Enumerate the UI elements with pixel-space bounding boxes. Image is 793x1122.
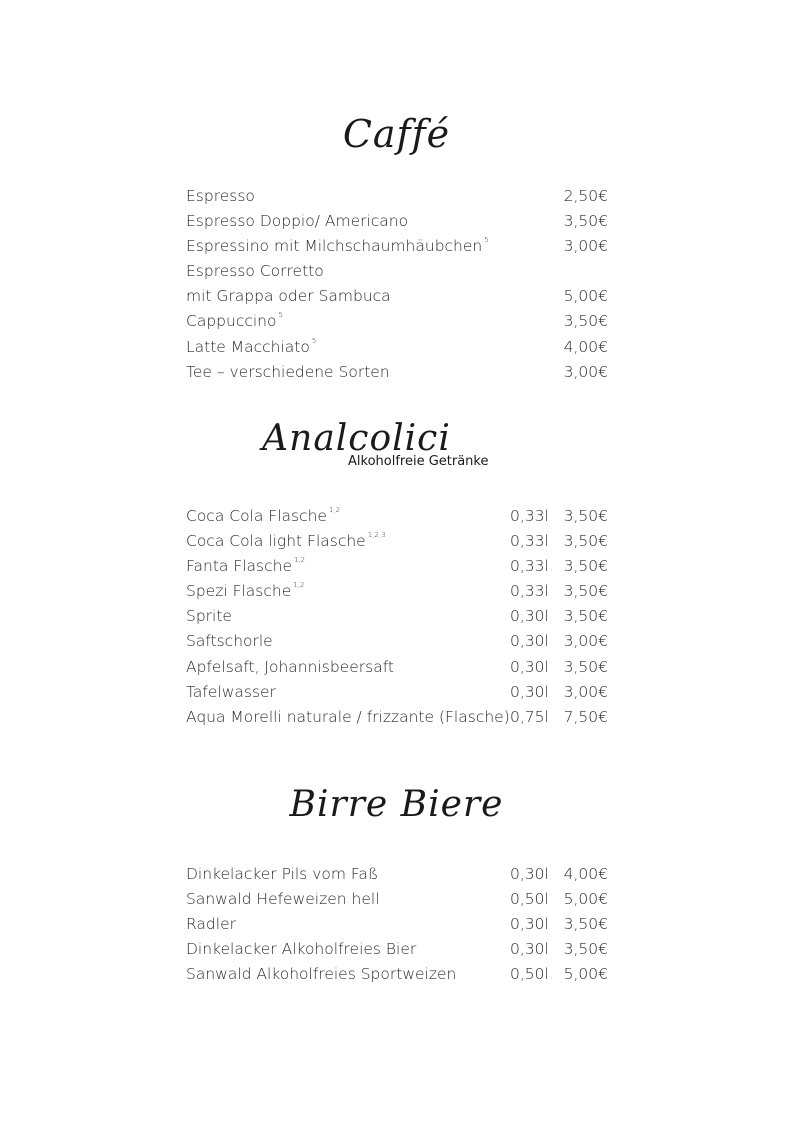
caffe-list: [186, 184, 608, 385]
item-price: 2,50€: [563, 187, 608, 205]
item-name-text: Apfelsaft, Johannisbeersaft: [186, 657, 394, 676]
menu-item: [186, 184, 608, 209]
menu-item: [186, 284, 608, 309]
item-name: [186, 680, 276, 705]
item-name-text: mit Grappa oder Sambuca: [186, 287, 391, 306]
item-volume: 0,30l: [510, 915, 549, 934]
menu-item: [186, 887, 608, 912]
item-name: [186, 604, 232, 629]
item-name: [186, 209, 408, 234]
item-name-text: Espresso Doppio/ Americano: [186, 212, 409, 231]
birre-heading: Birre Biere: [289, 784, 504, 825]
item-price: 3,50€: [563, 940, 608, 959]
item-name: [186, 887, 380, 912]
caffe-heading: Caffé: [342, 112, 451, 156]
item-volume: 0,33l: [510, 507, 549, 525]
menu-item: [186, 655, 608, 680]
item-price: 4,00€: [563, 337, 608, 356]
menu-item: [186, 360, 608, 385]
item-price: 3,50€: [563, 532, 608, 551]
birre-list: [186, 862, 608, 987]
menu-item: [186, 234, 608, 259]
item-name-text: Cappuccino: [186, 312, 277, 331]
item-volume: 0,50l: [510, 965, 549, 984]
analcolici-list: [186, 504, 608, 730]
item-name-text: Tee – verschiedene Sorten: [186, 362, 390, 381]
allergen-note: 1,2: [328, 506, 341, 514]
item-volume: 0,33l: [510, 557, 549, 576]
menu-item: [186, 604, 608, 629]
item-name: [186, 234, 489, 259]
allergen-note: 5: [311, 336, 317, 345]
menu-item: [186, 259, 608, 284]
menu-item: [186, 912, 608, 937]
allergen-note: 1,2: [294, 556, 306, 565]
item-name-text: Sanwald Hefeweizen hell: [186, 890, 380, 909]
item-name: [186, 284, 391, 309]
item-name-text: Espressino mit Milchschaumhäubchen: [186, 237, 483, 256]
item-name-text: Tafelwasser: [186, 682, 276, 701]
item-name: [186, 184, 255, 209]
item-price: 5,00€: [563, 965, 608, 984]
analcolici-subtitle: Alkoholfreie Getränke: [348, 454, 489, 469]
menu-item: [186, 529, 608, 554]
item-volume: 0,50l: [510, 890, 549, 909]
item-volume: 0,30l: [510, 682, 549, 701]
menu-item: [186, 862, 608, 887]
menu-item: [186, 209, 608, 234]
item-name: [186, 579, 304, 604]
item-name: [186, 937, 416, 962]
item-price: 5,00€: [563, 890, 608, 909]
item-name: [186, 554, 305, 579]
item-price: 3,00€: [563, 682, 608, 701]
menu-item: [186, 680, 608, 705]
item-price: 3,50€: [563, 312, 608, 331]
item-name-text: Saftschorle: [186, 632, 273, 651]
item-volume: 0,75l: [510, 707, 549, 726]
item-price: 3,50€: [563, 212, 608, 231]
analcolici-heading: Analcolici: [262, 418, 451, 459]
item-name: [186, 504, 340, 529]
item-price: 3,50€: [563, 657, 608, 676]
menu-item: [186, 309, 608, 334]
item-volume: 0,30l: [510, 632, 549, 651]
item-name-text: Dinkelacker Alkoholfreies Bier: [186, 940, 417, 959]
menu-item: [186, 629, 608, 654]
item-name-text: Spezi Flasche: [186, 582, 292, 601]
menu-item: [186, 962, 608, 987]
item-name: [186, 360, 390, 385]
allergen-note: 5: [278, 311, 283, 320]
item-name-text: Coca Cola Flasche: [186, 507, 327, 525]
item-name-text: Radler: [186, 915, 236, 934]
item-name: [186, 529, 386, 554]
item-name-text: Espresso Corretto: [186, 262, 324, 281]
item-name-text: Latte Macchiato: [186, 337, 310, 356]
allergen-note: 1,2,3: [367, 531, 386, 540]
item-volume: 0,30l: [510, 657, 549, 676]
menu-item: [186, 937, 608, 962]
item-name-text: Fanta Flasche: [186, 557, 292, 576]
menu-item: [186, 705, 608, 730]
allergen-note: 5: [484, 236, 489, 245]
item-volume: 0,30l: [510, 607, 549, 626]
item-name: [186, 962, 456, 987]
item-price: 3,00€: [563, 632, 608, 651]
item-name-text: Aqua Morelli naturale / frizzante (Flasche): [186, 707, 510, 726]
item-volume: 0,33l: [510, 532, 549, 551]
menu-item: [186, 335, 608, 360]
item-name-text: Dinkelacker Pils vom Faß: [186, 865, 379, 883]
item-name-text: Coca Cola light Flasche: [186, 532, 366, 551]
menu-item: [186, 579, 608, 604]
item-volume: 0,30l: [510, 865, 549, 883]
item-price: 3,50€: [563, 607, 608, 626]
item-price: 4,00€: [563, 865, 608, 883]
item-price: 3,50€: [563, 582, 608, 601]
item-name-text: Sanwald Alkoholfreies Sportweizen: [186, 965, 457, 984]
item-name-text: Espresso: [186, 187, 255, 205]
allergen-note: 1,2: [293, 581, 305, 590]
item-price: 3,50€: [563, 507, 608, 525]
item-price: 3,50€: [563, 557, 608, 576]
item-name: [186, 335, 316, 360]
item-name: [186, 259, 324, 284]
item-price: 3,00€: [563, 362, 608, 381]
item-name: [186, 309, 283, 334]
item-name: [186, 629, 273, 654]
item-volume: 0,30l: [510, 940, 549, 959]
item-price: 5,00€: [563, 287, 608, 306]
item-price: 3,00€: [563, 237, 608, 256]
item-volume: 0,33l: [510, 582, 549, 601]
item-price: 7,50€: [563, 707, 608, 726]
item-name: [186, 655, 394, 680]
item-name-text: Sprite: [186, 607, 232, 626]
item-name: [186, 862, 378, 887]
item-name: [186, 705, 510, 730]
item-name: [186, 912, 236, 937]
menu-item: [186, 554, 608, 579]
item-price: 3,50€: [563, 915, 608, 934]
menu-item: [186, 504, 608, 529]
